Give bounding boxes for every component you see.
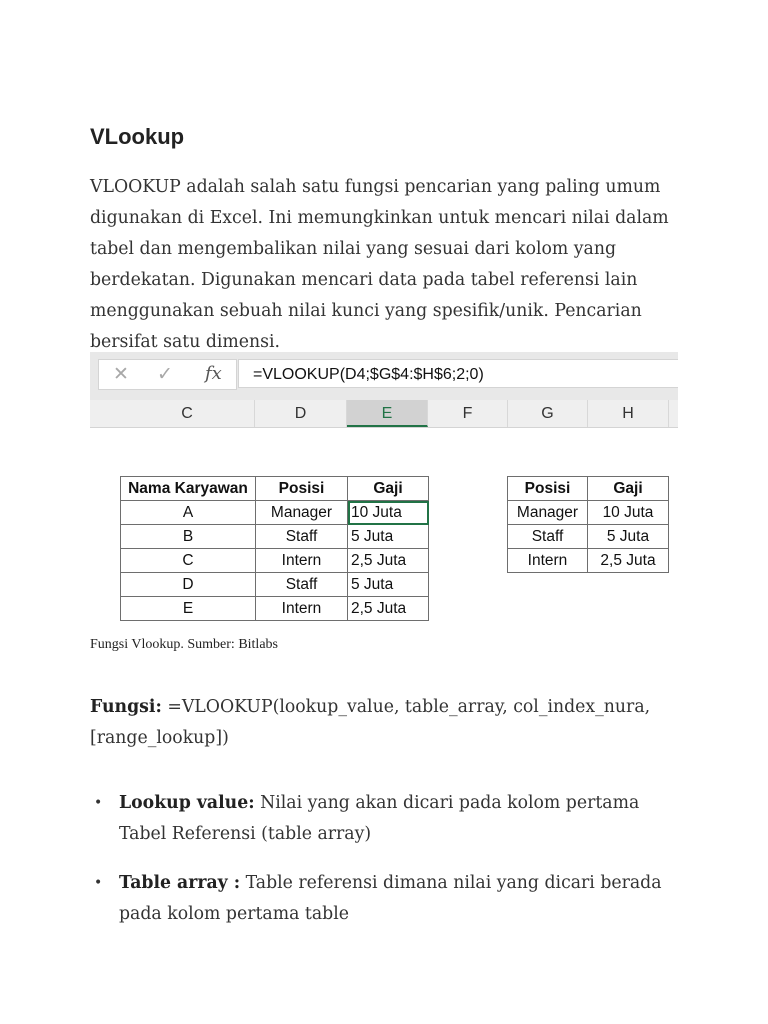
table-cell: Manager — [508, 501, 588, 525]
table-cell: 5 Juta — [588, 525, 669, 549]
employee-table — [120, 476, 429, 621]
table-row — [121, 549, 429, 573]
function-icon: fx — [205, 363, 222, 384]
table-header-cell: Posisi — [508, 477, 588, 501]
list-item-text: Table referensi dimana nilai yang dicari berada pada kolom pertama table — [119, 873, 662, 924]
parameter-list — [90, 788, 690, 948]
check-icon: ✓ — [157, 364, 173, 385]
section-heading: VLookup — [90, 124, 185, 149]
function-syntax — [90, 692, 690, 754]
table-header-cell: Posisi — [256, 477, 348, 501]
table-header-row — [508, 477, 669, 501]
table-row — [508, 501, 669, 525]
table-cell: Intern — [256, 549, 348, 573]
column-header-f: F — [428, 400, 508, 427]
table-cell: 2,5 Juta — [588, 549, 669, 573]
cancel-icon: ✕ — [113, 364, 129, 385]
table-cell: 2,5 Juta — [348, 597, 429, 621]
table-cell: 5 Juta — [348, 525, 429, 549]
table-cell: 5 Juta — [348, 573, 429, 597]
table-header-row — [121, 477, 429, 501]
table-header-cell: Gaji — [588, 477, 669, 501]
image-caption: Fungsi Vlookup. Sumber: Bitlabs — [90, 637, 278, 652]
bullet-icon: • — [94, 795, 103, 811]
table-cell: Staff — [256, 573, 348, 597]
table-row — [121, 597, 429, 621]
table-cell: D — [121, 573, 256, 597]
excel-screenshot — [90, 352, 678, 630]
table-row — [121, 525, 429, 549]
list-item — [90, 868, 690, 930]
function-label: Fungsi: — [90, 697, 162, 717]
intro-paragraph: VLOOKUP adalah salah satu fungsi pencarian yang paling umum digunakan di Excel. Ini memungkinkan untuk mencari nilai dalam tabel dan mengembalikan nilai yang sesuai dari kolom yang berdekatan. Digunakan mencari data pada tabel referensi lain menggunakan sebuah nilai kunci yang spesifik/unik. Pencarian bersifat satu dimensi. — [90, 177, 669, 352]
active-cell: 10 Juta — [348, 501, 429, 525]
reference-table — [507, 476, 669, 573]
function-text: =VLOOKUP(lookup_value, table_array, col_index_nura, [range_lookup]) — [90, 697, 651, 748]
table-cell: E — [121, 597, 256, 621]
table-row — [121, 501, 429, 525]
table-header-cell: Nama Karyawan — [121, 477, 256, 501]
table-cell: A — [121, 501, 256, 525]
bullet-icon: • — [94, 875, 103, 891]
table-cell: Staff — [508, 525, 588, 549]
list-item-text: Nilai yang akan dicari pada kolom pertama Tabel Referensi (table array) — [119, 793, 640, 844]
list-item-label: Table array : — [119, 873, 241, 893]
table-cell: C — [121, 549, 256, 573]
table-header-cell: Gaji — [348, 477, 429, 501]
table-cell: B — [121, 525, 256, 549]
table-row — [508, 549, 669, 573]
table-cell: Intern — [508, 549, 588, 573]
column-header-c: C — [120, 400, 255, 427]
list-item — [90, 788, 690, 850]
table-cell: 10 Juta — [588, 501, 669, 525]
column-header-row — [90, 400, 678, 428]
table-cell: Manager — [256, 501, 348, 525]
table-cell: Staff — [256, 525, 348, 549]
formula-controls — [98, 359, 237, 390]
list-item-label: Lookup value: — [119, 793, 255, 813]
column-header-h: H — [588, 400, 669, 427]
table-cell: 2,5 Juta — [348, 549, 429, 573]
table-cell: Intern — [256, 597, 348, 621]
formula-input: =VLOOKUP(D4;$G$4:$H$6;2;0) — [238, 359, 678, 388]
column-header-d: D — [255, 400, 347, 427]
formula-bar — [90, 352, 678, 400]
column-header-g: G — [508, 400, 588, 427]
table-row — [508, 525, 669, 549]
table-row — [121, 573, 429, 597]
column-header-e: E — [347, 400, 428, 427]
